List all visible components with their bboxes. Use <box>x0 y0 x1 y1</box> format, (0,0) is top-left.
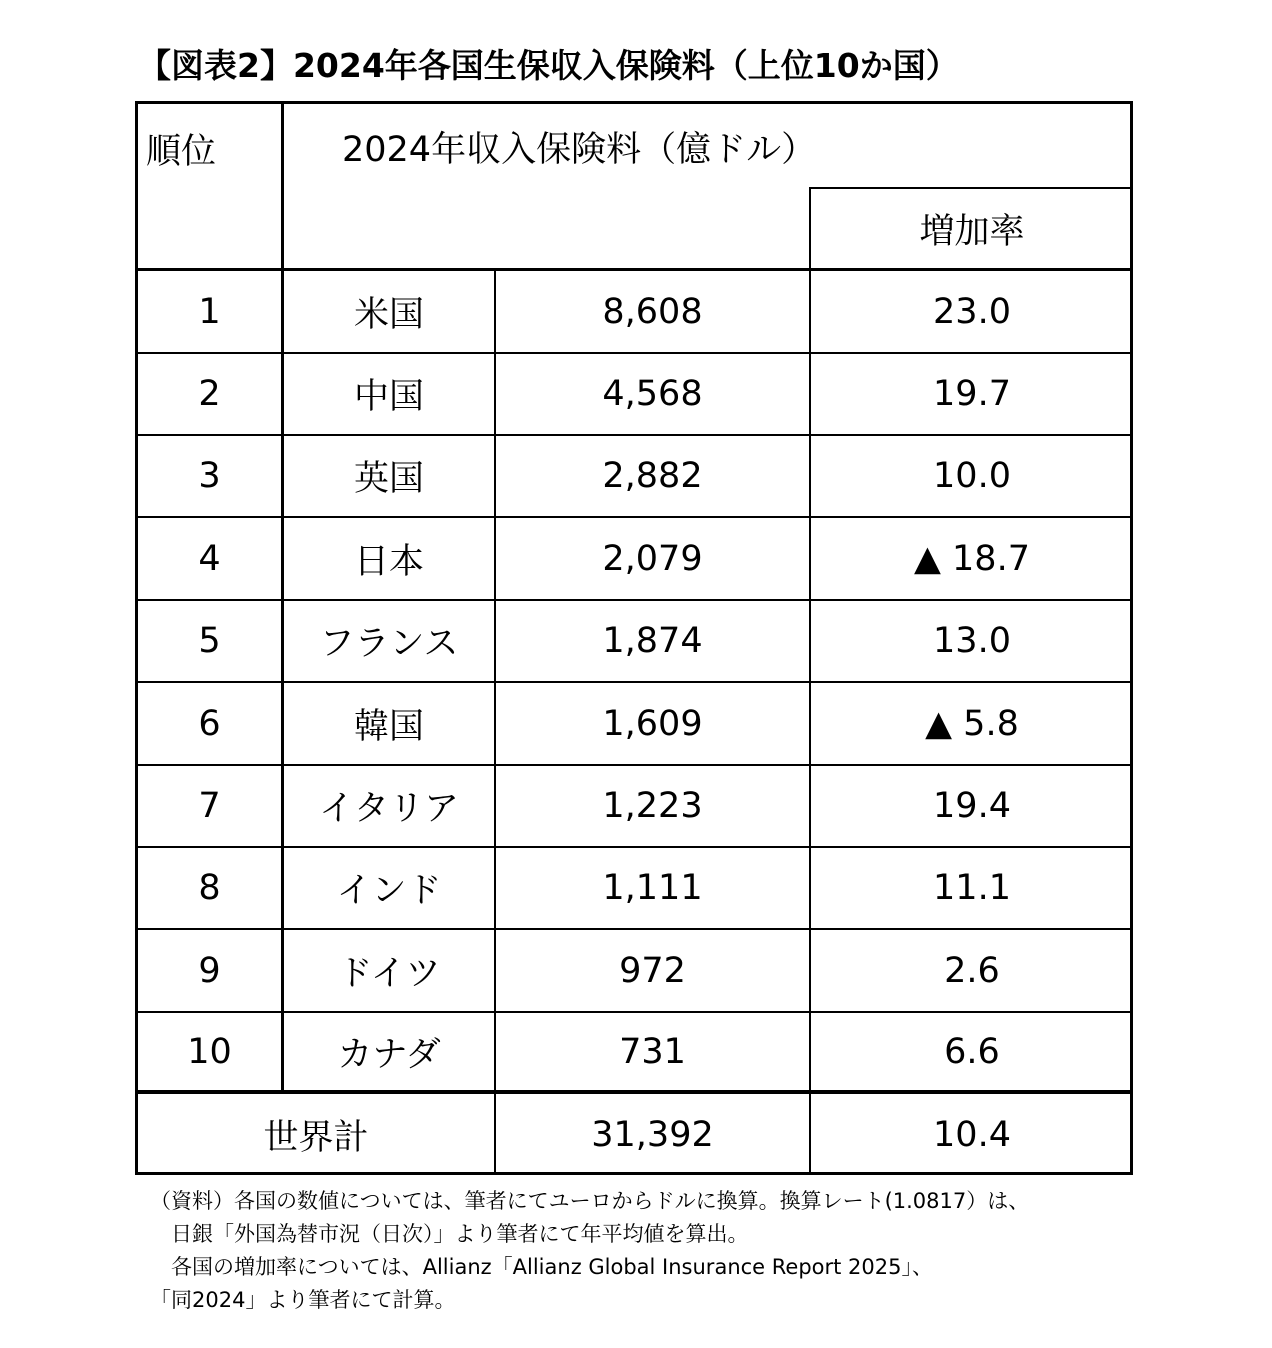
cell-growth: 23.0 <box>933 291 1011 332</box>
cell-premium: 2,882 <box>602 456 703 496</box>
note-line: 各国の増加率については、Allianz「Allianz Global Insurance Report 2025」、 <box>150 1255 933 1279</box>
cell-rank: 10 <box>187 1031 232 1072</box>
cell-country: 韓国 <box>353 706 424 747</box>
premium-table <box>135 101 1133 1175</box>
cell-premium: 1,609 <box>602 703 703 744</box>
cell-premium: 1,223 <box>602 786 703 826</box>
cell-country: フランス <box>319 624 459 664</box>
header-rank: 順位 <box>146 132 217 172</box>
total-growth: 10.4 <box>933 1114 1011 1155</box>
cell-rank: 5 <box>198 621 221 661</box>
cell-rank: 1 <box>198 291 221 332</box>
divider <box>809 187 1133 189</box>
cell-country: 日本 <box>353 541 424 582</box>
cell-premium: 1,111 <box>602 868 703 908</box>
cell-rank: 9 <box>198 950 221 991</box>
cell-growth: 19.7 <box>933 374 1011 414</box>
cell-rank: 7 <box>198 786 221 826</box>
cell-country: 英国 <box>353 459 424 499</box>
source-notes <box>150 1185 1029 1317</box>
cell-growth: 10.0 <box>933 456 1011 496</box>
cell-country: インド <box>336 871 442 911</box>
cell-rank: 8 <box>198 868 221 908</box>
cell-growth: 2.6 <box>944 950 1000 991</box>
cell-growth: 13.0 <box>933 621 1011 661</box>
cell-premium: 972 <box>619 950 686 991</box>
header-premium: 2024年収入保険料（億ドル） <box>342 129 817 170</box>
cell-country: カナダ <box>337 1034 441 1075</box>
cell-country: 米国 <box>353 294 424 335</box>
cell-rank: 2 <box>198 374 221 414</box>
cell-growth: 6.6 <box>944 1031 1000 1072</box>
note-line: （資料）各国の数値については、筆者にてユーロからドルに換算。換算レート(1.0817）は、 <box>150 1189 1030 1213</box>
cell-premium: 2,079 <box>602 538 703 579</box>
cell-country: イタリア <box>318 789 459 829</box>
total-premium: 31,392 <box>591 1114 714 1155</box>
cell-rank: 4 <box>198 538 221 579</box>
note-line: 「同2024」より筆者にて計算。 <box>150 1288 456 1312</box>
cell-growth: 11.1 <box>933 868 1011 908</box>
cell-premium: 4,568 <box>602 374 703 414</box>
cell-growth: 19.4 <box>933 786 1011 826</box>
cell-growth: ▲ 5.8 <box>925 703 1019 744</box>
total-label: 世界計 <box>263 1117 369 1158</box>
cell-premium: 731 <box>619 1031 686 1072</box>
cell-growth: ▲ 18.7 <box>914 538 1030 579</box>
note-line: 日銀「外国為替市況（日次）」より筆者にて年平均値を算出。 <box>150 1222 749 1246</box>
cell-premium: 1,874 <box>602 621 703 661</box>
cell-country: 中国 <box>353 377 424 417</box>
page-title: 【図表2】2024年各国生保収入保険料（上位10か国） <box>138 46 959 85</box>
cell-country: ドイツ <box>337 953 441 994</box>
cell-premium: 8,608 <box>602 291 703 332</box>
cell-rank: 3 <box>198 456 221 496</box>
header-growth: 増加率 <box>919 212 1025 252</box>
cell-rank: 6 <box>198 703 221 744</box>
